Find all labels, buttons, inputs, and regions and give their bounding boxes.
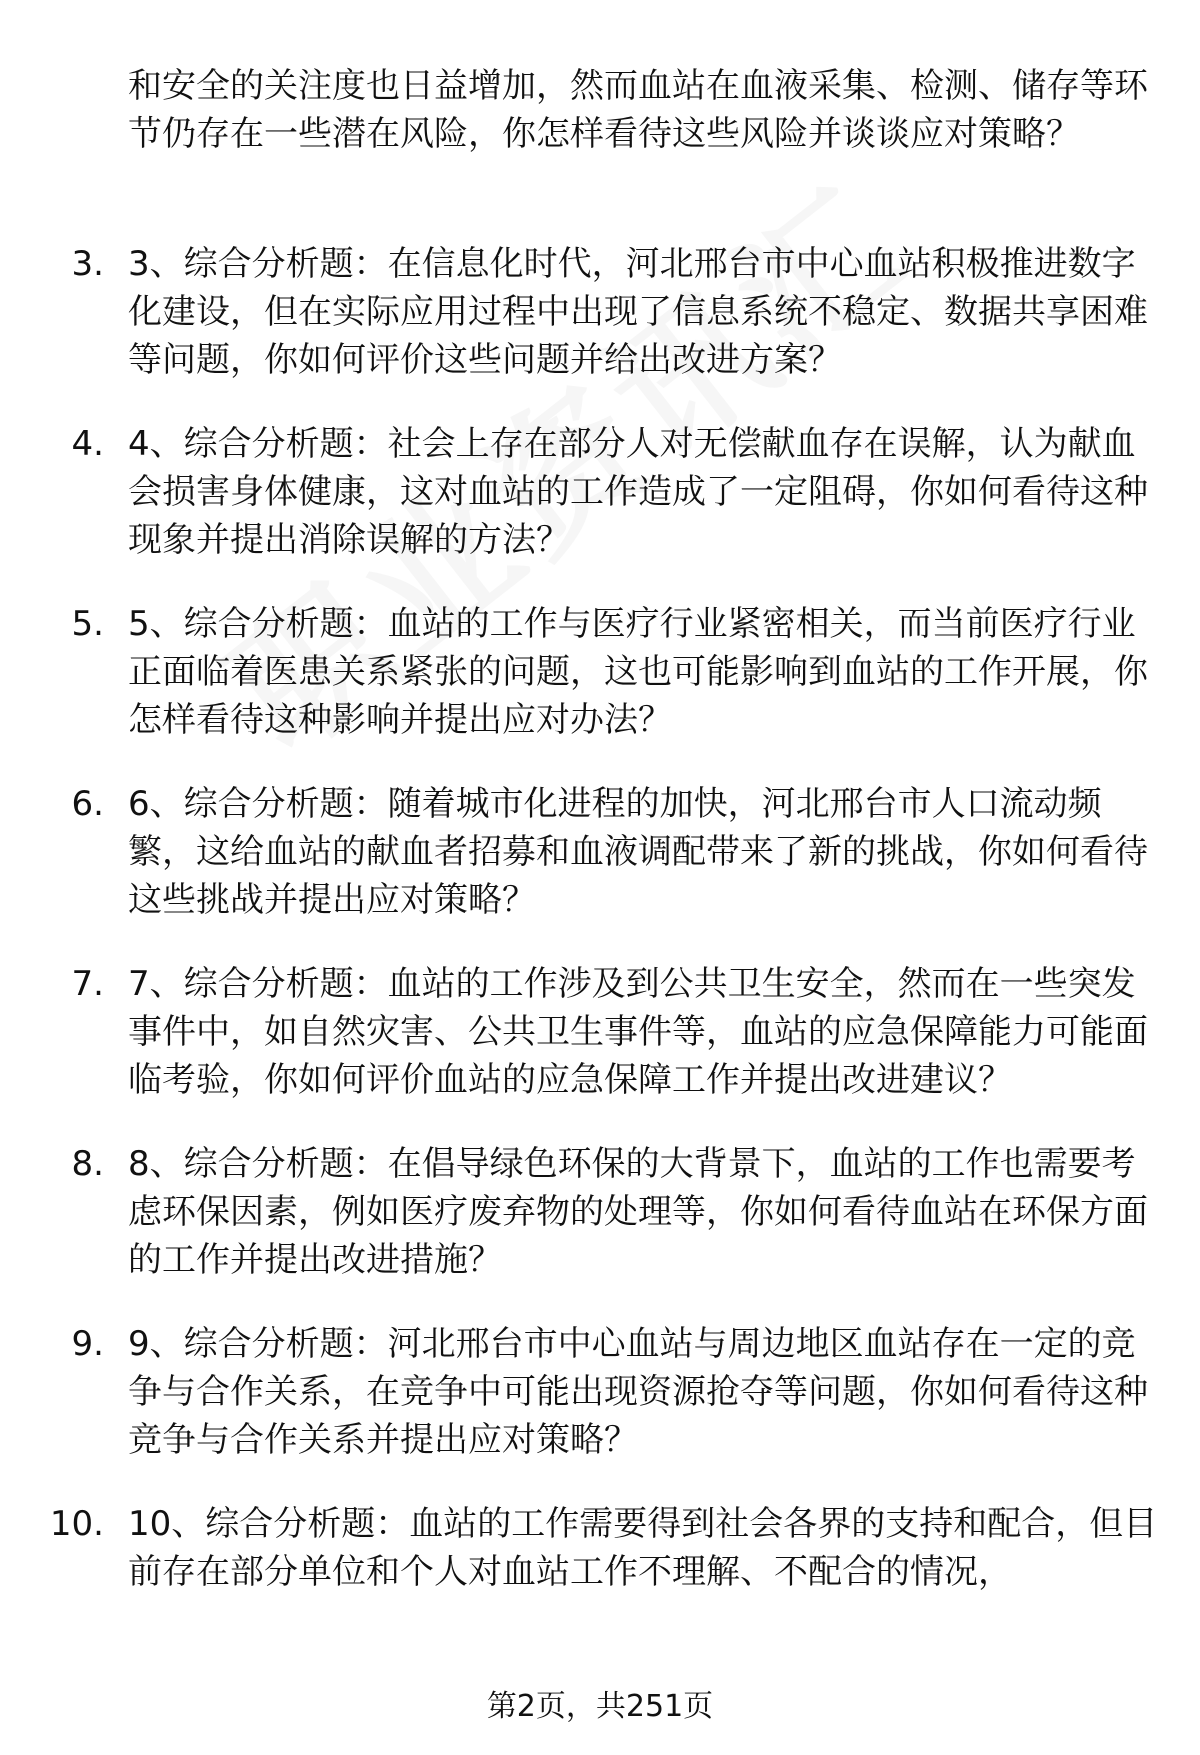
question-text: 6、综合分析题：随着城市化进程的加快，河北邢台市人口流动频繁，这给血站的献血者招募和血液调配带来了新的挑战，你如何看待这些挑战并提出应对策略？ (128, 784, 1148, 920)
question-item (0, 240, 1168, 384)
question-number: 7. (71, 964, 104, 1004)
question-item (0, 780, 1168, 924)
question-text: 7、综合分析题：血站的工作涉及到公共卫生安全，然而在一些突发事件中，如自然灾害、公共卫生事件等，血站的应急保障能力可能面临考验，你如何评价血站的应急保障工作并提出改进建议？ (128, 964, 1148, 1100)
question-number: 8. (71, 1144, 104, 1184)
question-text: 3、综合分析题：在信息化时代，河北邢台市中心血站积极推进数字化建设，但在实际应用过程中出现了信息系统不稳定、数据共享困难等问题，你如何评价这些问题并给出改进方案？ (128, 244, 1148, 380)
question-text: 4、综合分析题：社会上存在部分人对无偿献血存在误解，认为献血会损害身体健康，这对血站的工作造成了一定阻碍，你如何看待这种现象并提出消除误解的方法？ (128, 424, 1148, 560)
question-number: 5. (71, 604, 104, 644)
question-item (0, 960, 1168, 1104)
question-number: 9. (71, 1324, 104, 1364)
page-footer: 第2页，共251页 (486, 1689, 714, 1724)
intro-paragraph: 和安全的关注度也日益增加，然而血站在血液采集、检测、储存等环节仍存在一些潜在风险，你怎样看待这些风险并谈谈应对策略？ (128, 66, 1148, 154)
question-number: 3. (71, 244, 104, 284)
question-text: 5、综合分析题：血站的工作与医疗行业紧密相关，而当前医疗行业正面临着医患关系紧张的问题，这也可能影响到血站的工作开展，你怎样看待这种影响并提出应对办法？ (128, 604, 1148, 740)
question-number: 10. (49, 1504, 104, 1544)
question-item (0, 600, 1168, 744)
question-text: 10、综合分析题：血站的工作需要得到社会各界的支持和配合，但目前存在部分单位和个人对血站工作不理解、不配合的情况， (128, 1504, 1158, 1592)
question-item (0, 1140, 1168, 1284)
question-item (0, 1500, 1168, 1596)
question-list (0, 240, 1200, 1632)
question-text: 8、综合分析题：在倡导绿色环保的大背景下，血站的工作也需要考虑环保因素，例如医疗废弃物的处理等，你如何看待血站在环保方面的工作并提出改进措施？ (128, 1144, 1148, 1280)
question-item (0, 1320, 1168, 1464)
question-number: 4. (71, 424, 104, 464)
question-text: 9、综合分析题：河北邢台市中心血站与周边地区血站存在一定的竞争与合作关系，在竞争中可能出现资源抢夺等问题，你如何看待这种竞争与合作关系并提出应对策略？ (128, 1324, 1148, 1460)
question-item (0, 420, 1168, 564)
question-number: 6. (71, 784, 104, 824)
